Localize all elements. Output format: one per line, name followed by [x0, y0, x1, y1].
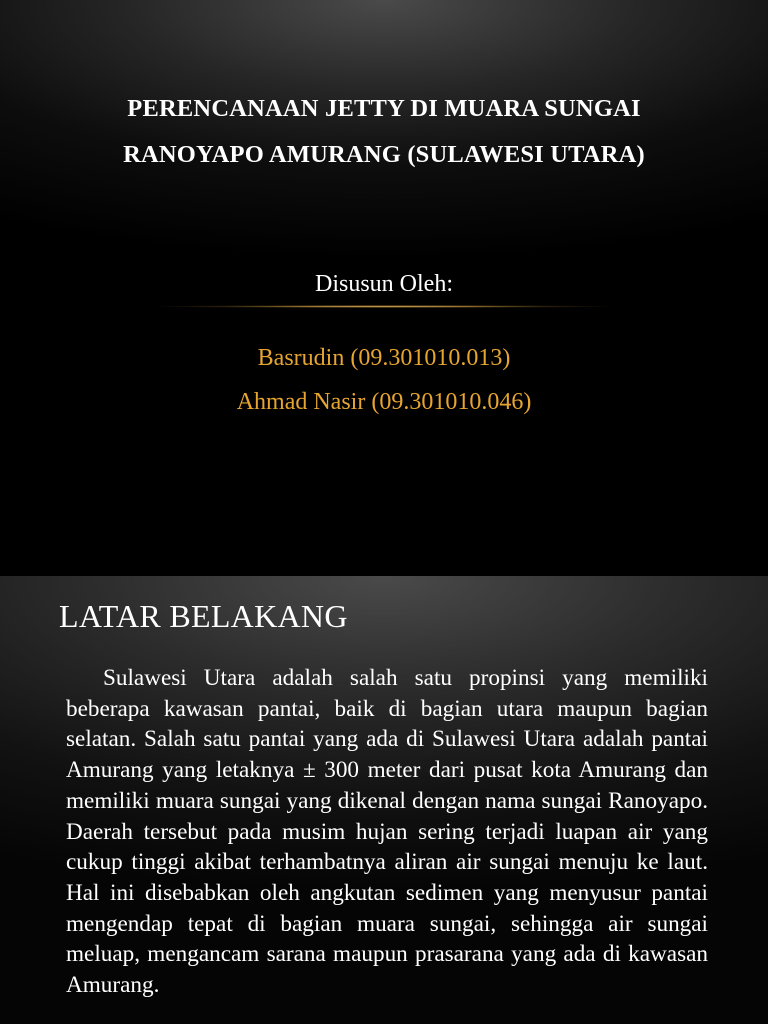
- author-2: Ahmad Nasir (09.301010.046): [236, 389, 532, 415]
- section-heading: LATAR BELAKANG: [59, 598, 348, 634]
- body-paragraph: Sulawesi Utara adalah salah satu propinsi yang memiliki beberapa kawasan pantai, baik di bagian utara maupun bagian selatan. Salah satu pantai yang ada di Sulawesi Utara adalah pantai Amurang yang letaknya ± 300 meter dari pusat kota Amurang dan memiliki muara sungai yang dikenal dengan nama sungai Ranoyapo. Daerah tersebut pada musim hujan sering terjadi luapan air yang cukup tinggi akibat terhambatnya aliran air sungai menuju ke laut. Hal ini disebabkan oleh angkutan sedimen yang menyusur pantai mengendap tepat di bagian muara sungai, sehingga air sungai meluap, mengancam sarana maupun prasarana yang ada di kawasan Amurang.: [66, 665, 708, 999]
- slide-title: [60, 86, 708, 178]
- background-slide: [0, 576, 768, 1024]
- compiled-by-label: Disusun Oleh:: [315, 271, 453, 297]
- author-1: Basrudin (09.301010.013): [257, 345, 511, 371]
- slide-title-line-2: RANOYAPO AMURANG (SULAWESI UTARA): [123, 141, 645, 168]
- gold-divider: [150, 305, 618, 308]
- slide-title-line-1: PERENCANAAN JETTY DI MUARA SUNGAI: [127, 95, 641, 122]
